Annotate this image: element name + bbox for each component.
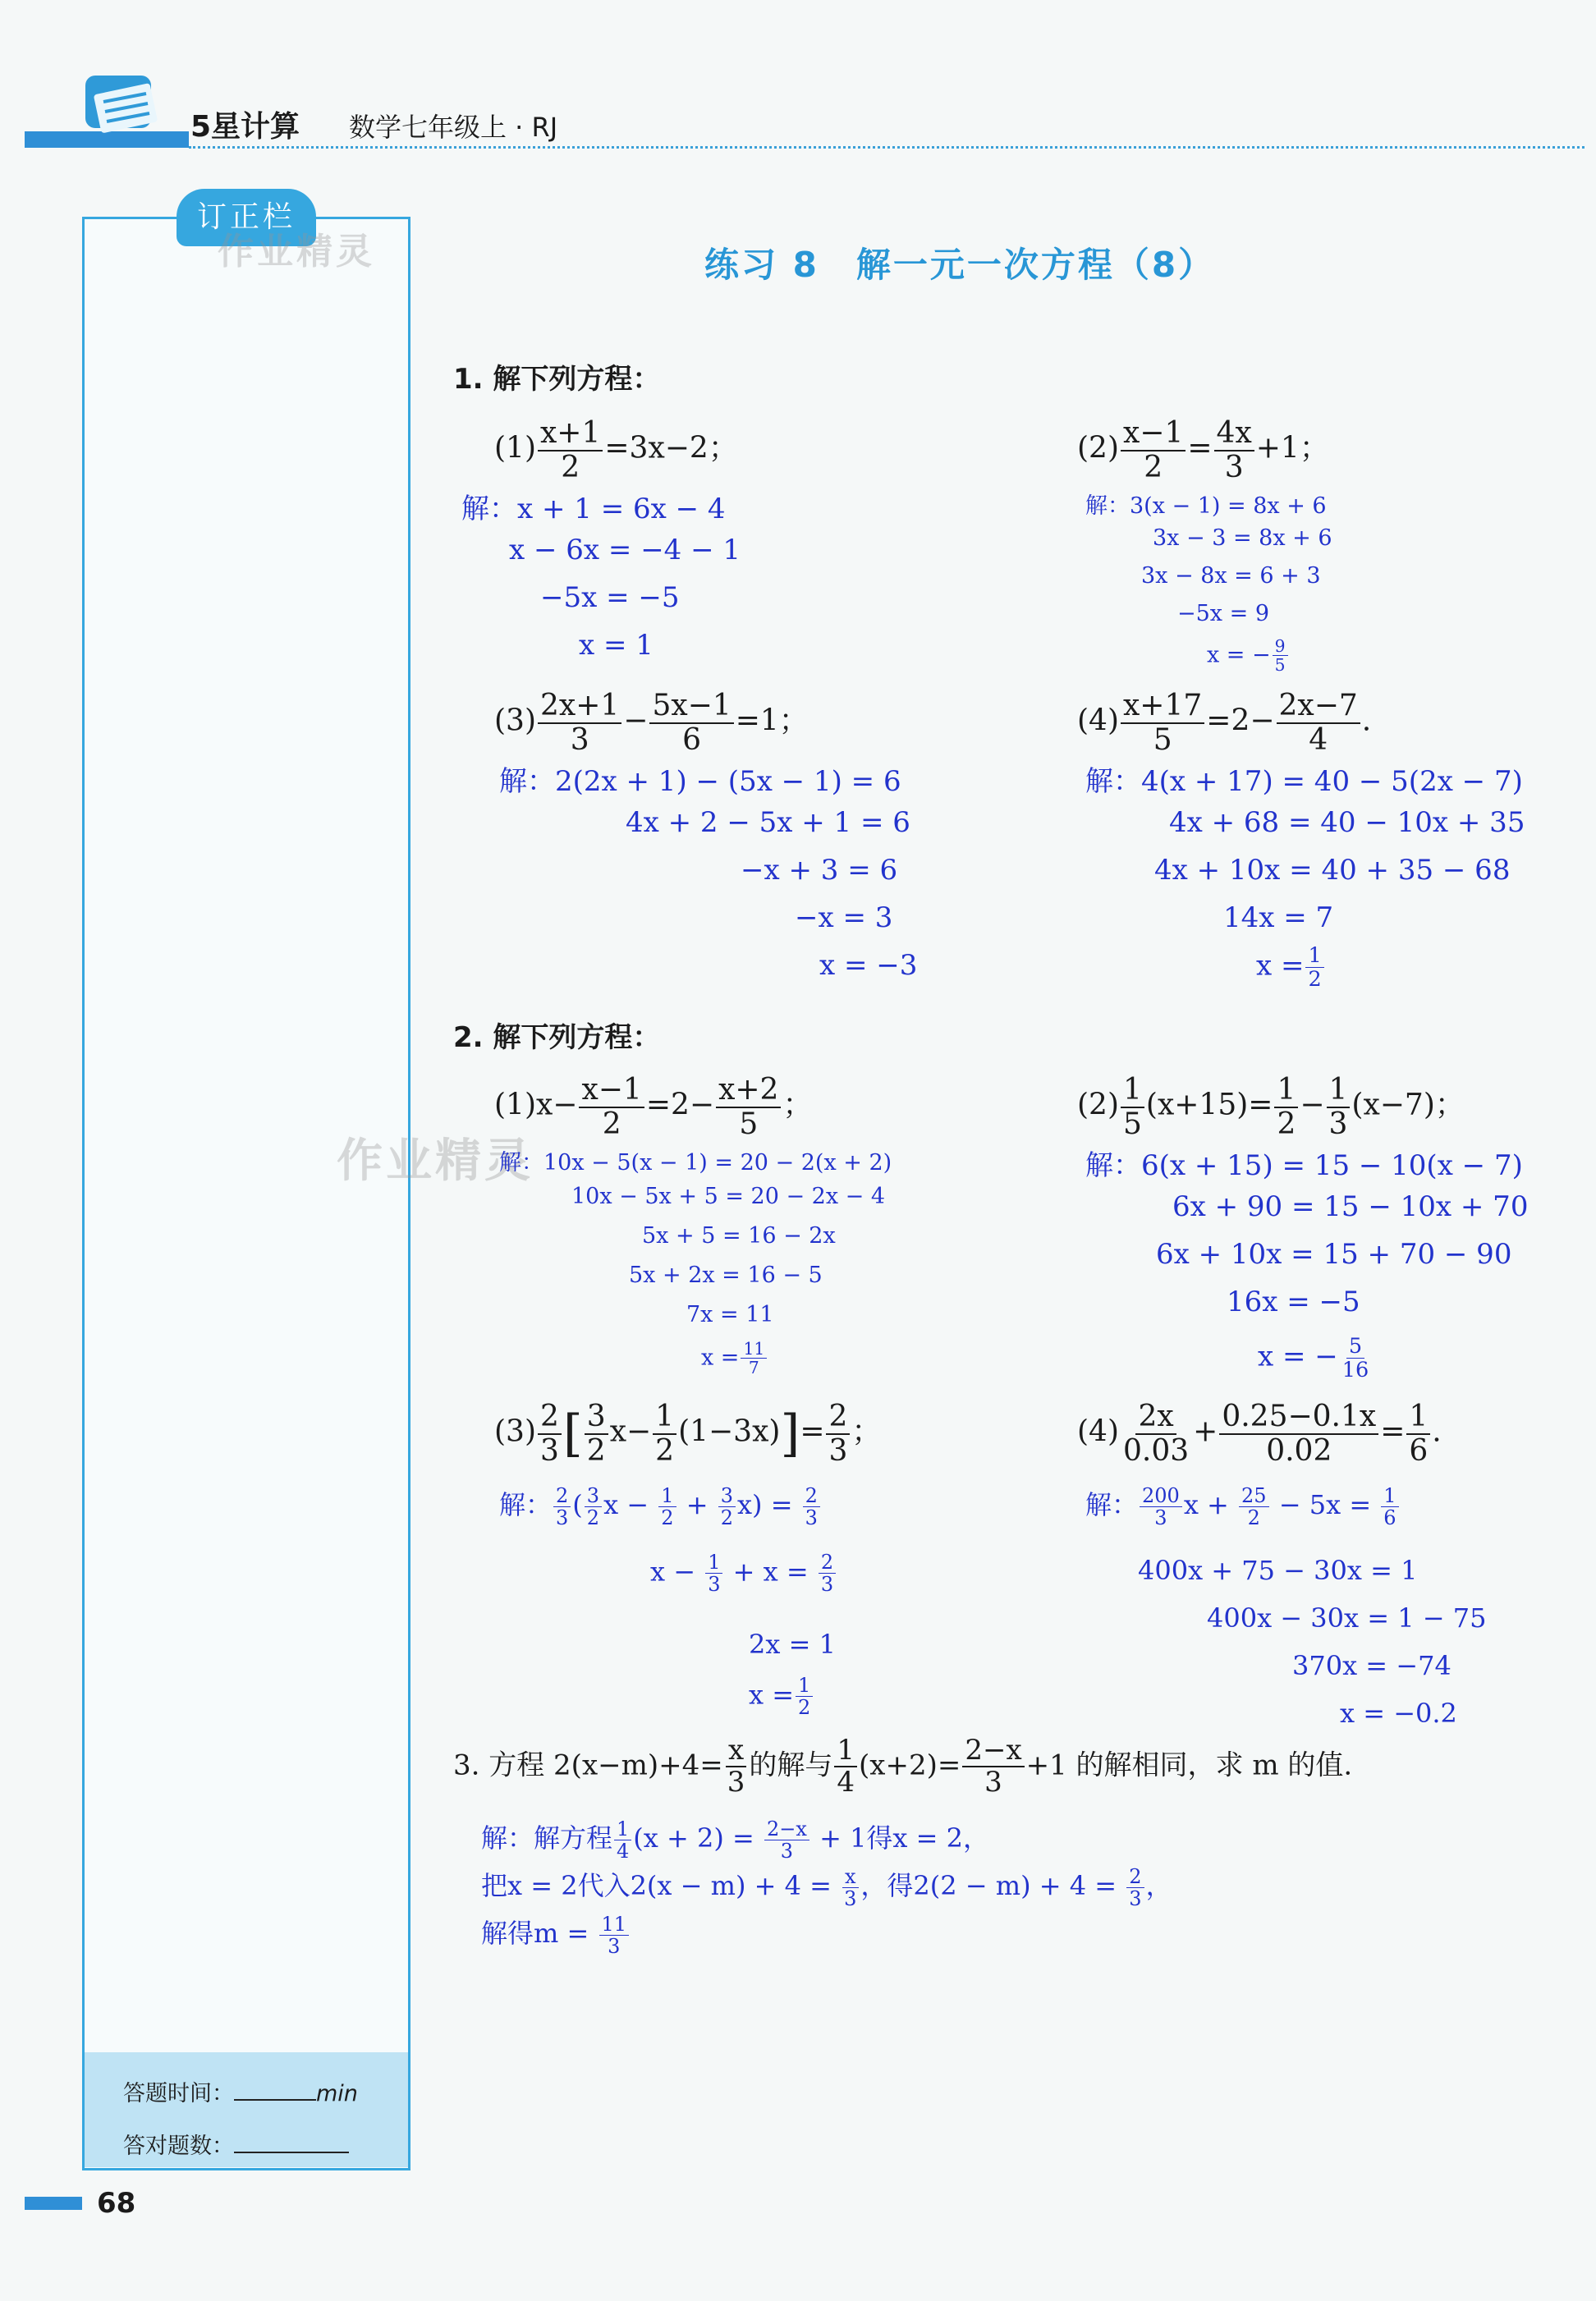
header-brand: 5星计算 xyxy=(190,110,300,144)
q1-p1-line: −5x = −5 xyxy=(540,581,680,614)
header-dotted-rule xyxy=(189,146,1585,149)
q1-p4-line: 4x + 68 = 40 − 10x + 35 xyxy=(1169,806,1525,839)
q2-p1-equation: (1)x− $\frac{x-1}{2}$ =2− $\frac{x+2}{5}$ ； xyxy=(494,1073,813,1141)
q2-p1-answer: x = $\frac{11}{7}$ xyxy=(701,1340,768,1377)
q2-p1-line: 10x − 5x + 5 = 20 − 2x − 4 xyxy=(571,1184,886,1209)
q1-p4-line: 14x = 7 xyxy=(1223,901,1334,934)
q2-p1-line: 7x = 11 xyxy=(686,1302,774,1327)
q1-p3-line: −x + 3 = 6 xyxy=(741,854,898,887)
q3-heading: 3. 方程 2(x−m)+4= $\frac{x}{3}$ 的解与 $\frac{1}{4}$ (x+2)= $\frac{2-x}{3}$ +1 的解相同，求 m 的值. xyxy=(453,1734,1353,1799)
q1-p3-line: x = −3 xyxy=(819,949,918,982)
q2-p3-step2: x − $\frac{1}{3}$ + x = $\frac{2}{3}$ xyxy=(650,1552,837,1596)
correct-blank[interactable] xyxy=(234,2152,349,2153)
q1-p2-line: −5x = 9 xyxy=(1177,601,1269,626)
q2-p4-equation: (4) $\frac{2x}{0.03}$ + $\frac{0.25-0.1x}{0.02}$ = $\frac{1}{6}$ . xyxy=(1077,1400,1442,1468)
q1-p3-line: 4x + 2 − 5x + 1 = 6 xyxy=(626,806,910,839)
page-title: 练习 8 解一元一次方程（8） xyxy=(704,245,1216,285)
q1-p1-equation: (1) $\frac{x+1}{2}$ =3x−2； xyxy=(494,416,738,484)
q2-p4-line: 400x + 75 − 30x = 1 xyxy=(1138,1555,1418,1586)
q2-p3-answer: x = $\frac{1}{2}$ xyxy=(749,1675,814,1719)
q2-p1-line: 5x + 2x = 16 − 5 xyxy=(629,1263,823,1288)
time-row xyxy=(123,2075,358,2107)
q2-p2-line: 16x = −5 xyxy=(1227,1286,1360,1318)
time-label: 答题时间： xyxy=(123,2081,234,2106)
page-number: 68 xyxy=(97,2187,136,2220)
time-blank[interactable] xyxy=(234,2099,316,2101)
q3-answer: 解得m = $\frac{11}{3}$ xyxy=(481,1913,631,1957)
q1-p4-line: 4x + 10x = 40 + 35 − 68 xyxy=(1154,854,1511,887)
q1-p2-equation: (2) $\frac{x-1}{2}$ = $\frac{4x}{3}$ +1； xyxy=(1077,416,1329,484)
q1-p3-line: −x = 3 xyxy=(795,901,893,934)
q2-p3-line: 2x = 1 xyxy=(749,1629,836,1660)
q3-step1: 解：解方程 $\frac{1}{4}$ (x + 2) = $\frac{2-x}{3}$ + 1得x = 2， xyxy=(481,1817,989,1863)
sidebar-tab: 订正栏 xyxy=(177,189,316,246)
q1-p1-line: x − 6x = −4 − 1 xyxy=(509,534,741,566)
q2-p3-equation: (3) $\frac{2}{3}$ [ $\frac{3}{2}$ x− $\frac{1}{2}$ (1−3x)]= $\frac{2}{3}$ ； xyxy=(494,1400,882,1468)
correct-row xyxy=(123,2128,349,2160)
q1-p4-line: 解：4(x + 17) = 40 − 5(2x − 7) xyxy=(1085,765,1523,798)
correct-label: 答对题数： xyxy=(123,2134,234,2159)
q1-p3-equation: (3) $\frac{2x+1}{3}$ − $\frac{5x-1}{6}$ =1； xyxy=(494,689,809,757)
q2-p2-answer: x = − $\frac{5}{16}$ xyxy=(1258,1334,1369,1383)
watermark: 作业精灵 xyxy=(218,231,375,273)
q2-p4-line: x = −0.2 xyxy=(1340,1698,1457,1729)
q1-p3-line: 解：2(2x + 1) − (5x − 1) = 6 xyxy=(499,765,901,798)
q2-p4-line: 400x − 30x = 1 − 75 xyxy=(1207,1602,1487,1634)
book-icon xyxy=(82,71,164,138)
q2-p4-step1: 解： $\frac{200}{3}$ x + $\frac{25}{2}$ − 5x = $\frac{1}{6}$ xyxy=(1085,1484,1401,1529)
q2-p1-line: 解：10x − 5(x − 1) = 20 − 2(x + 2) xyxy=(499,1150,892,1176)
q2-p1-line: 5x + 5 = 16 − 2x xyxy=(642,1223,836,1249)
q2-p2-equation: (2) $\frac{1}{5}$ (x+15)= $\frac{1}{2}$ − $\frac{1}{3}$ (x−7)； xyxy=(1077,1073,1465,1141)
q2-p3-step1: 解： $\frac{2}{3}$ ( $\frac{3}{2}$ x − $\frac{1}{2}$ + $\frac{3}{2}$ x) = $\frac{2}{3}$ xyxy=(499,1484,822,1529)
watermark: 作业精灵 xyxy=(337,1134,534,1188)
q1-p4-answer: x = $\frac{1}{2}$ xyxy=(1256,944,1326,991)
q2-heading: 2. 解下列方程： xyxy=(453,1021,661,1054)
q1-heading: 1. 解下列方程： xyxy=(453,363,661,396)
q2-p2-line: 解：6(x + 15) = 15 − 10(x − 7) xyxy=(1085,1149,1523,1182)
q2-p4-line: 370x = −74 xyxy=(1292,1650,1452,1681)
time-unit: min xyxy=(316,2081,358,2106)
header-subtitle: 数学七年级上 · RJ xyxy=(349,112,558,143)
q2-p2-line: 6x + 10x = 15 + 70 − 90 xyxy=(1156,1238,1512,1271)
q2-p2-line: 6x + 90 = 15 − 10x + 70 xyxy=(1172,1190,1529,1223)
page-accent-bar xyxy=(25,2197,82,2210)
q1-p2-answer: x = − $\frac{9}{5}$ xyxy=(1207,637,1290,675)
q1-p4-equation: (4) $\frac{x+17}{5}$ =2− $\frac{2x-7}{4}$ . xyxy=(1077,689,1372,757)
q3-step2: 把x = 2代入2(x − m) + 4 = $\frac{x}{3}$ ，得2(2 − m) + 4 = $\frac{2}{3}$ ， xyxy=(481,1864,1172,1910)
q1-p1-line: 解：x + 1 = 6x − 4 xyxy=(461,493,726,525)
correction-sidebar xyxy=(82,217,410,2170)
q1-p2-line: 解：3(x − 1) = 8x + 6 xyxy=(1085,493,1327,519)
q1-p1-line: x = 1 xyxy=(579,629,654,662)
q1-p2-line: 3x − 3 = 8x + 6 xyxy=(1153,525,1332,551)
q1-p2-line: 3x − 8x = 6 + 3 xyxy=(1141,563,1321,589)
